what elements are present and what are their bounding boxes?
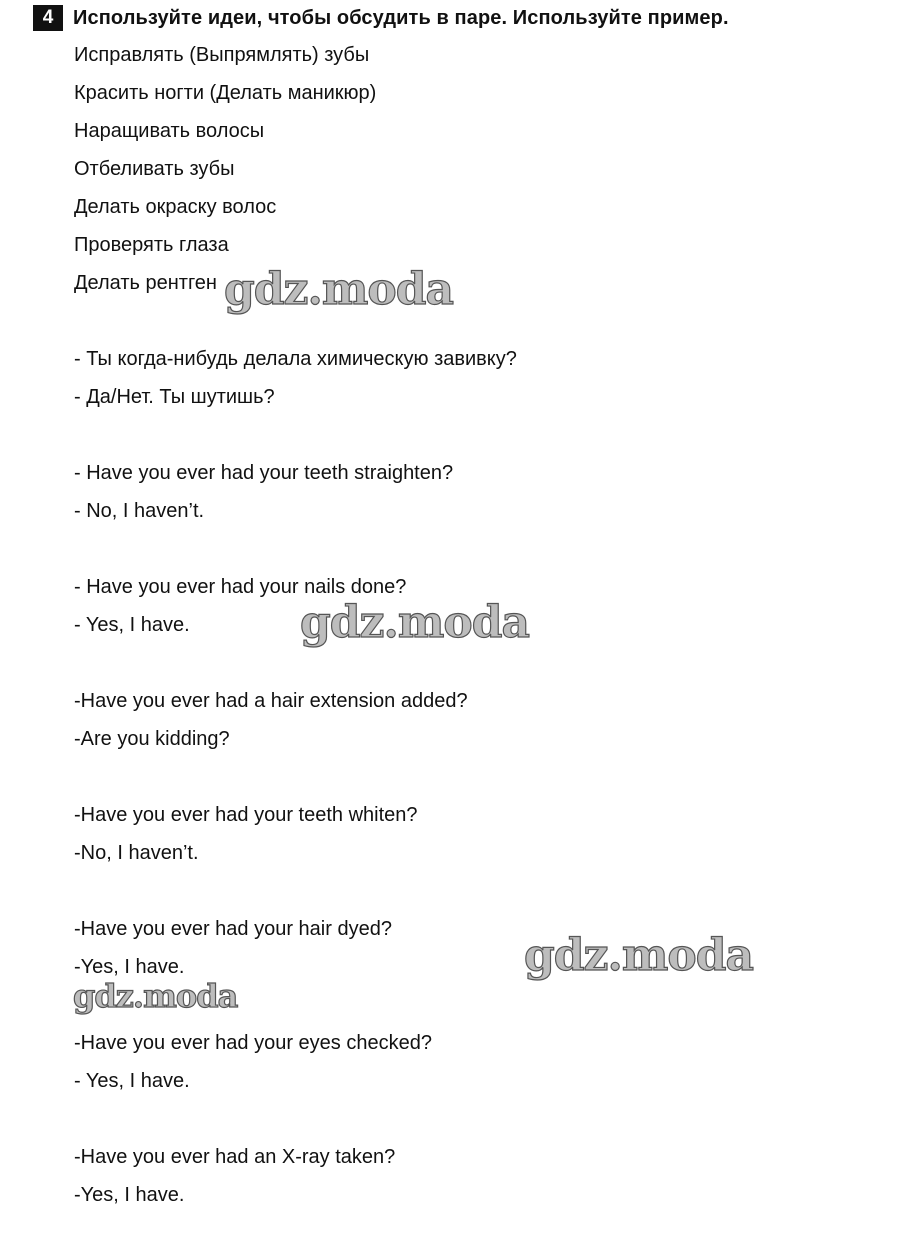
idea-item: Проверять глаза: [74, 234, 229, 256]
idea-item: Делать рентген: [74, 272, 217, 294]
watermark-logo: gdz.moda: [73, 977, 238, 1015]
dialogue-answer: - Yes, I have.: [74, 1070, 190, 1092]
dialogue-answer: -Yes, I have.: [74, 1184, 185, 1206]
watermark-logo: gdz.moda: [224, 264, 454, 315]
dialogue-question: -Have you ever had an X-ray taken?: [74, 1146, 396, 1168]
dialogue-question: -Have you ever had your hair dyed?: [74, 918, 392, 940]
dialogue-answer: -Are you kidding?: [74, 728, 230, 750]
watermark-logo: gdz.moda: [300, 597, 530, 648]
idea-item: Делать окраску волос: [74, 196, 277, 218]
idea-item: Красить ногти (Делать маникюр): [74, 82, 377, 104]
dialogue-answer: -Yes, I have.: [74, 956, 185, 978]
idea-item: Отбеливать зубы: [74, 158, 235, 180]
dialogue-question: - Have you ever had your nails done?: [74, 576, 407, 598]
example-answer: - Да/Нет. Ты шутишь?: [74, 386, 275, 408]
dialogue-answer: -No, I haven’t.: [74, 842, 199, 864]
example-question: - Ты когда-нибудь делала химическую завивку?: [74, 348, 517, 370]
dialogue-question: -Have you ever had your teeth whiten?: [74, 804, 418, 826]
dialogue-question: - Have you ever had your teeth straighten?: [74, 462, 454, 484]
task-header: [33, 5, 729, 31]
dialogue-answer: - Yes, I have.: [74, 614, 190, 636]
task-number-badge: 4: [33, 5, 63, 31]
dialogue-question: -Have you ever had your eyes checked?: [74, 1032, 432, 1054]
watermark-logo: gdz.moda: [524, 930, 754, 981]
task-title: Используйте идеи, чтобы обсудить в паре. Используйте пример.: [73, 7, 729, 29]
idea-item: Исправлять (Выпрямлять) зубы: [74, 44, 370, 66]
idea-item: Наращивать волосы: [74, 120, 265, 142]
dialogue-question: -Have you ever had a hair extension added?: [74, 690, 468, 712]
dialogue-answer: - No, I haven’t.: [74, 500, 205, 522]
